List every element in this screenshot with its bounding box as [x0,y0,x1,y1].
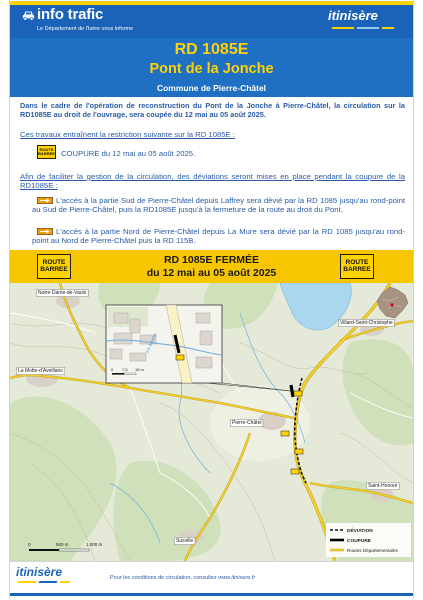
closure-text: COUPURE du 12 mai au 05 août 2025. [61,149,196,158]
inset-map [106,305,222,383]
inset-scale-end: 15 m [135,367,144,372]
website-link[interactable]: www.itinisere.fr [218,575,256,581]
closure-banner [10,250,413,283]
footer-stripe-yellow-2 [59,581,70,583]
header-subtitle: Le Département de l'Isère vous informe [37,26,134,32]
scale-start: 0 [28,542,31,547]
scale-mid: 500 m [56,542,69,547]
footer-brand-logo: itinisère [16,565,63,579]
bridge-name: Pont de la Jonche [149,61,274,77]
scale-end: 1 000 m [86,542,103,547]
scale-segment-light [59,549,89,551]
map-legend [326,523,411,557]
intro-paragraph: Dans le cadre de l'opération de reconstruction du Pont de la Jonche à Pierre-Châtel, la circulation sur la RD1085E au droit de l'ouvrage, sera coupée du 12 mai au 05 août 2025. [20,101,405,120]
road-closed-sign [37,145,56,159]
inset-scale-bar-dark [112,373,124,375]
place-name: Notre-Dame-de-Vaulx [38,290,87,296]
sign-line-2: BARREE [343,265,371,273]
sign-line-1: ROUTE [345,258,369,266]
footer-note [110,575,255,581]
detour-text-north: L'accès à la partie Nord de Pierre-Châtel depuis La Mure sera dévié par la RD 1085 jusqu'au rond-point au Nord de Pierre-Châtel puis la RD 115B. [32,227,405,246]
road-title: RD 1085E [174,41,249,58]
detour-heading: Afin de faciliter la gestion de la circulation, des déviations seront mises en place pendant la coupure de la RD1085E : [20,172,405,191]
map-label-pierre-chatel [231,419,263,426]
restriction-heading: Ces travaux entraînent la restriction suivante sur la RD 1085E : [20,130,235,139]
map-label-villard-saint-christophe [339,319,395,326]
building [114,333,132,344]
map-label-susville [175,537,195,544]
header-bar [10,1,413,38]
closure-marker [291,469,299,474]
inset-scale-bar-light [124,373,136,375]
place-name: Villard-Saint-Christophe [340,320,393,326]
map-canvas [10,283,413,561]
inset-scale-start: 0 [111,367,114,372]
sign-line-1: ROUTE [42,258,66,266]
brand-stripe-yellow [331,27,354,29]
inset-scale-mid: 7,5 [122,367,128,372]
sign-line-1: ROUTE [39,146,54,152]
building [114,313,128,323]
footer-stripe-blue [38,581,57,583]
detour-sign-icon [37,228,53,235]
detour-map [10,283,413,561]
title-block [10,38,413,97]
closure-segment [291,385,293,397]
place-name: La Motte-d'Aveillans [18,368,63,374]
closure-row [20,145,405,161]
building [200,331,212,345]
place-name: Susville [176,538,194,544]
map-label-notre-dame-de-vaulx [37,289,89,296]
banner-dates: du 12 mai au 05 août 2025 [146,267,277,279]
footer-stripe-yellow [17,581,36,583]
location-dot [390,303,393,306]
info-trafic-logo: info trafic [37,6,104,23]
detour-item-south [20,196,405,214]
banner-title: RD 1085E FERMÉE [163,254,260,266]
brand-stripe-yellow-2 [381,27,394,29]
building [196,313,210,323]
sign-line-2: BARREE [38,151,55,156]
building [130,353,146,361]
car-icon [22,10,35,21]
brand-stripe-light [356,27,379,29]
legend-detour-label: DÉVIATION [347,529,373,534]
footer-bar [10,593,413,596]
sign-line-2: BARREE [40,265,68,273]
footer [10,561,413,597]
place-name: Pierre-Châtel [232,420,262,426]
inset-closure-marker [176,355,184,360]
scale-segment-dark [29,549,59,551]
river-label: La Jonche [144,332,158,354]
map-label-la-motte-daveillans [17,367,65,374]
commune-name: Commune de Pierre-Châtel [156,83,267,93]
itinisere-brand: itinisère [328,8,378,23]
detour-text-south: L'accès à la partie Sud de Pierre-Châtel depuis Laffrey sera dévié par la RD 1085 jusqu'au rond-point au Sud de Pierre-Châtel, puis la RD1085E jusqu'à la fermeture de la route au droit du Pont. [32,196,405,215]
building [110,349,122,359]
legend-roads-label: Routes Départementales [347,548,398,553]
detour-item-north [20,227,405,245]
closure-marker [294,391,302,396]
legend-closure-label: COUPURE [347,539,371,544]
map-label-saint-honore [367,482,400,489]
place-name: Saint-Honoré [368,483,398,489]
building [130,319,140,333]
road-closed-sign-right [340,254,374,279]
footer-note-text: Pour les conditions de circulation, consultez [110,575,217,581]
closure-marker [295,449,303,454]
building [196,357,212,368]
detour-sign-icon [37,197,53,204]
closure-marker [281,431,289,436]
